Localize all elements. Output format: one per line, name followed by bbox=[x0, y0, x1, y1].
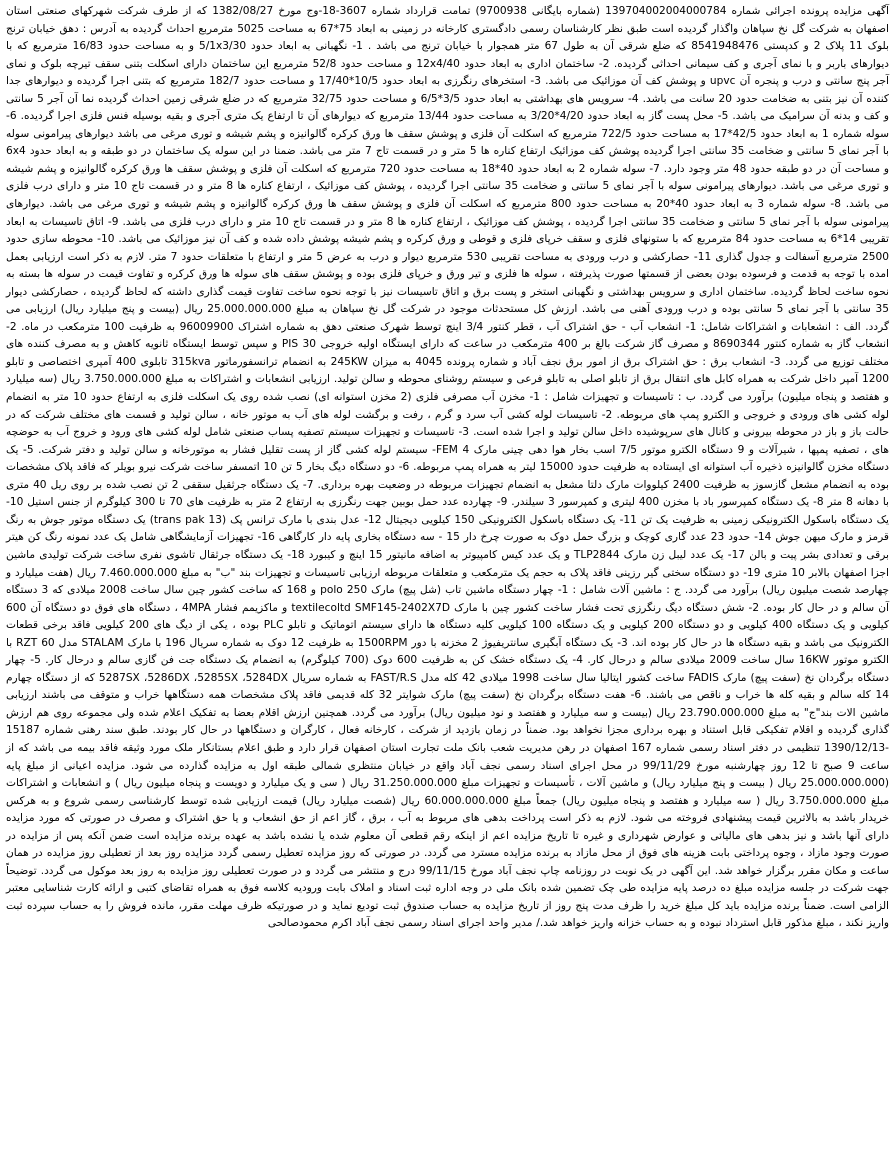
auction-notice-text: آگهی مزایده پرونده اجرائی شماره 139704002004000784 (شماره بایگانی 9700938) تمامت قرارداد شماره 3607-18-وج مورخ 1382/08/27 که از طرف شرکت شهرکهای صنعتی استان اصفهان به شرکت گل نخ سپاهان واگذار گردیده است طبق نظر کارشناسان رسمی دادگستری کارخانه در زمینی به ابعاد 75*67 به مساحت 5025 مترمربع احداث گردیده به آدرس : دهق خیابان ترنج بلوک 11 پلاک 2 و کدپستی 8541948476 که ضلع شرقی آن به طول 67 متر همجوار با خیابان ترنج می باشد . 1- نگهبانی به ابعاد حدود 5/1x3/30 و به مساحت حدود 16/83 مترمربع که با دیوارهای باربر و با نمای آجری و کف سیمانی احداثی گردیده. 2- ساختمان اداری به ابعاد حدود 12x4/40 و مساحت حدود 52/8 مترمربع این ساختمان دارای اسکلت بتنی سقف تیرچه بلوک و نمای آجر پنج سانتی و درب و پنجره آن upvc و پوشش کف آن موزائیک می باشد. 3- استخرهای رنگرزی به ابعاد حدود 10/5*17/40 و مساحت حدود 182/7 مترمربع که بتنی اجرا گردیده و دیوارهای جدا کننده آن نیز بتنی به ضخامت حدود 20 سانت می باشد. 4- سرویس های بهداشتی به ابعاد حدود 3/5*6/5 و مساحت حدود 32/75 مترمربع که در ضلع شرقی زمین احداث گردیده نما آن آجر 5 سانتی و کف و بدنه آن سرامیک می باشد. 5- محل پست گاز به ابعاد حدود 4/20*3/20 به مساحت حدود 13/44 مترمربع که دیوارهای آن تا ارتفاع یک متری آجری و بقیه بوسیله فنس فلزی اجرا گردیده. 6- سوله شماره 1 به ابعاد حدود 42/5*17 به مساحت حدود 722/5 مترمربع که اسکلت آن فلزی و پوشش سقف ها ورق کرکره گالوانیزه و پشم شیشه و توری مرغی می باشد دیوارهای پیرامونی سوله با آجر نمای 5 سانتی و ضخامت 35 سانتی اجرا گردیده پوشش کف موزائیک ارتفاع کناره ها 5 متر و در قسمت تاج 7 متر می باشد. ضمنا در این سوله یک ساختمان در دو طبقه و به ابعاد حدود 6x4 و مساحت آن در دو طبقه حدود 48 متر وجود دارد. 7- سوله شماره 2 به ابعاد حدود 40*18 به مساحت حدود 720 مترمربع که اسکلت آن فلزی و پوشش سقف ها ورق کرکره گالوانیزه و پشم شیشه و توری مرغی می باشد. دیوارهای پیرامونی سوله با آجر نمای 5 سانتی و ضخامت 35 سانتی اجرا گردیده ، پوشش کف موزائیک ، ارتفاع کناره ها 8 متر و در قسمت تاج 10 متر و دارای درب فلزی می باشد. 8- سوله شماره 3 به ابعاد حدود 40*20 به مساحت حدود 800 مترمربع که اسکلت آن فلزی و پوشش سقف ها ورق کرکره گالوانیزه و پشم شیشه و توری مرغی می باشد. دیوارهای پیرامونی سوله با آجر نمای 5 سانتی و ضخامت 35 سانتی اجرا گردیده ، پوشش کف موزائیک ، ارتفاع کناره ها 8 متر و در قسمت تاج 10 متر و دارای درب فلزی می باشد. 9- اتاق تاسیسات به ابعاد تقریبی 14*6 به مساحت حدود 84 مترمربع که با ستونهای فلزی و سقف خرپای فلزی و قوطی و ورق کرکره و پشم شیشه پوشش داده شده و کف آن نیز موزائیک می باشد. 10- محوطه سازی حدود 2500 مترمربع آسفالت و جدول گذاری 11- حصارکشی و درب ورودی به مساحت تقریبی 530 مترمربع دیوار و درب به عرض 5 متر و ارتفاع با متعلقات حدود 7 متر. لازم به ذکر است ارزیابی بعمل امده با توجه به قدمت و فرسوده بودن بعضی از قسمتها صورت پذیرفته ، سوله ها فلزی و تیر ورق و خرپای فلزی بوده و پوشش سقف های سوله ها ورق کرکره و تفاوت قیمت در سوله ها بسته به نحوه ساخت لحاظ گردیده. ساختمان اداری و سرویس بهداشتی و نگهبانی استخر و پست برق و اتاق تاسیسات نیز با توجه نحوه ساخت تفاوت قیمت گذاری داشته که لحاظ گردیده ، حصارکشی دیوار 35 سانتی با آجر نمای 5 سانتی بوده و درب ورودی آهنی می باشد. ارزش کل مستحدثات موجود در شرکت گل نخ سپاهان به مبلغ 25.000.000.000 ریال (بیست و پنج میلیارد ریال) ارزیابی می گردد. الف : انشعابات و اشتراکات شامل: 1- انشعاب آب - حق اشتراک آب ، قطر کنتور 3/4 اینچ توسط شهرک صنعتی دهق به شماره اشتراک 96009900 به ظرفیت 100 مترمکعب در ماه. 2- انشعاب گاز به شماره کنتور 8690344 و مصرف گاز شرکت بالغ بر 400 مترمکعب در ساعت که دارای ایستگاه اولیه خروجی PIS 30 و سپس توسط ایستگاه ثانویه کاهش و به مصرف کننده های مختلف توزیع می گردد. 3- انشعاب برق : حق اشتراک برق از امور برق نجف آباد و شماره پرونده 4045 به میزان 245KW به انضمام ترانسفورماتور 315kva تابلوی 400 آمپری اختصاصی و تابلو 1200 آمپر داخل شرکت به همراه کابل های انتقال برق از تابلو اصلی به تابلو فرعی و سیستم روشنای محوطه و سالن تولید. ارزیابی انشعابات و اشتراکات به مبلغ 3.750.000.000 ریال (سه میلیارد و هفتصد و پنجاه میلیون) برآورد می گردد. ب : تاسیسات و تجهیزات شامل : 1- مخزن آب مصرفی فلزی (2 مخزن استوانه ای) نصب شده روی یک اسکلت فلزی به ارتفاع حدود 10 متر به انضمام لوله کشی های ورودی و خروجی و الکترو پمپ های مربوطه. 2- تاسیسات لوله کشی آب سرد و گرم ، رفت و برگشت لوله های آب به موتور خانه ، سالن تولید و قسمت های مختلف شرکت که در حالت باز و باز در محوطه بیرونی و کانال های سرپوشیده داخل سالن تولید و اجرا شده است. 3- تاسیسات و تجهیزات سیستم تصفیه پساب صنعتی شامل لوله کشی های ورود و خروج آب به حوضچه های ، تصفیه پمپها ، شیرآلات و 9 دستگاه الکترو موتور 7/5 اسب بخار هوا دهی چینی مارک FEM 4- سیستم لوله کشی گاز از پست تقلیل فشار به موتورخانه و سالن تولید و دفتر شرکت. 5- یک دستگاه مخزن گالوانیزه ذخیره آب استوانه ای ایستاده به ظرفیت حدود 15000 لیتر به همراه پمپ مربوطه. 6- دو دستگاه دیگ بخار 5 تن 10 اتمسفر ساخت شرکت نیرو بویلر که فاقد پلاک مشخصات بوده به انضمام مشعل گازسوز به ظرفیت 2400 کیلووات مارک دلتا مشعل به انضمام تجهیزات مربوطه در وضعیت بهره برداری. 7- یک دستگاه جرثقیل سقفی 2 تن نصب شده بر روی ریل 40 متری با دهانه 8 متر 8- یک دستگاه کمپرسور باد با مخزن 400 لیتری و کمپرسور 3 سیلندر. 9- چهارده عدد حمل بوبین جهت رنگرزی به ارتفاع 2 متر به ظرفیت های 70 تا 300 کیلوگرم از جنس استیل 10- یک دستگاه باسکول الکترونیکی زمینی به ظرفیت یک تن 11- یک دستگاه باسکول الکترونیکی 150 کیلویی دیجیتال 12- عدل بندی با مارک ترانس پک (trans pak 13) یک دستگاه موتور جوش به رنگ قرمز و مارک میهن جوش 14- حدود 23 عدد گاری کوچک و بزرگ حمل دوک به صورت چرخ دار 15 - سه دستگاه بخاری پایه دار کارگاهی 16- تجهیزات آزمایشگاهی شامل یک عدد نمونه رنگ کن هیتر برقی و تعدادی بشر پیت و بالن 17- یک عدد لیبل زن مارک TLP2844 و یک عدد کیس کامپیوتر به اضافه مانیتور 15 اینچ و کیبورد 18- یک دستگاه جرثقال تاشوی نفری ساخت شرکت تولیدی ماشین اجزا اصفهان بالابر 10 متری 19- دو دستگاه سختی گیر رزینی فاقد پلاک به حجم یک مترمکعب و متعلقات مربوطه ارزیابی تاسیسات و تجهیزات بند "ب" به مبلغ 7.460.000.000 ریال (هفت میلیارد و چهارصد شصت میلیون ریال) برآورد می گردد. ج : ماشین آلات شامل : 1- چهار دستگاه ماشین تاب (شل پیچ) مارک polo 250 و 168 که ساخت کشور چین سال ساخت 2008 میلادی که 3 دستگاه آن سالم و در حال کار بوده. 2- شش دستگاه دیگ رنگرزی تحت فشار ساخت کشور چین با مارک textilecoltd SMF145-2402X7D و ماکزیمم فشار 4MPA ، دستگاه های فوق دو دستگاه آن 600 کیلویی و یک دستگاه 400 کیلویی و دو دستگاه 200 کیلویی و یک دستگاه 100 کیلویی کلیه دستگاه ها دارای سیستم اتوماتیک و تابلو PLC بوده ، یکی از دیگ های 200 کیلویی فاقد برخی قطعات الکترونیک می باشد و بقیه دستگاه ها در حال کار بوده اند. 3- یک دستگاه آبگیری سانتریفیوژ 2 مخزنه با دور 1500RPM به ظرفیت 12 دوک به شماره سریال 196 با مارک STALAM مدل RZT 60 با الکترو موتور 16KW سال ساخت 2009 میلادی سالم و درحال کار. 4- یک دستگاه خشک کن به ظرفیت 600 دوک (700 کیلوگرم) به انضمام یک دستگاه جت فن گازی سالم و درحال کار. 5- چهار دستگاه برگردان نخ (سفت پیچ) مارک FADIS ساخت کشور ایتالیا سال ساخت 1998 میلادی 42 کله مدل FAST/R.S به شماره سریال 5287SX ،5286DX ،5285SX ،5284DX که از دستگاه چهارم 14 کله سالم و بقیه کله ها خراب و ناقص می باشند. 6- هفت دستگاه برگردان نخ (سفت پیچ) مارک شوایتر 32 کله قدیمی فاقد پلاک مشخصات همه دستگاهها خراب و متوقف می باشند ارزیابی ماشین الات بند"ج" به مبلغ 23.790.000.000 ریال (بیست و سه میلیارد و هفتصد و نود میلیون ریال) برآورد می گردد. همچنین ارزش اقلام بعضا به تفکیک اعلام شده ولی مجموعه روی هم ارزش گذاری گردیده و اقلام تفکیکی قابل استناد و بهره برداری مجزا نخواهد بود. ضمناً در زمان بازدید از شرکت ، کارخانه فعال ، کارگران و دستگاهها در حال کار بودند. طبق سند رهنی شماره 15187 -1390/12/13 تنظیمی در دفتر اسناد رسمی شماره 167 اصفهان در رهن مدیریت شعب بانک ملت تجارت استان اصفهان قرار دارد و طبق اعلام بستانکار ملک مورد وثیقه فاقد بیمه می باشد که از ساعت 9 صبح تا 12 روز چهارشنبه مورخ 99/11/29 در محل اجرای اسناد رسمی نجف آباد واقع در خیابان منتظری شمالی طبقه اول به مزایده گذارده می شود. مزایده اعیانی از مبلغ پایه (25.000.000.000 ریال ( بیست و پنج میلیارد ریال) و ماشین آلات ، تأسیسات و تجهیزات مبلغ 31.250.000.000 ریال ( سی و یک میلیارد و دویست و پنجاه میلیون ریال ) و انشعابات و اشتراکات مبلغ 3.750.000.000 ریال ( سه میلیارد و هفتصد و پنجاه میلیون ریال) جمعاً مبلغ 60.000.000.000 ریال (شصت میلیارد ریال) قیمت ارزیابی شده توسط کارشناسی رسمی شروع و به هرکس خریدار باشد به بالاترین قیمت پیشنهادی فروخته می شود. لازم به ذکر است پرداخت بدهی های مربوط به آب ، برق ، گاز اعم از حق انشعاب و یا حق اشتراک و مصرف در صورتی که مورد مزایده دارای آنها باشد و نیز بدهی های مالیاتی و عوارض شهرداری و غیره تا تاریخ مزایده اعم از اینکه رقم قطعی آن معلوم شده یا نشده باشد به عهده برنده مزایده است ضمن آنکه پس از مزایده در صورت وجود مازاد ، وجوه پرداختی بابت هزینه های فوق از محل مازاد به برنده مزایده مسترد می گردد. در صورتی که روز مزایده تعطیل رسمی گردد مزایده روز بعد از تعطیلی روز مزایده در همان ساعت و مکان مقرر برگزار خواهد شد. این آگهی در یک نوبت در روزنامه چاپ نجف آباد مورخ 99/11/15 درج و منتشر می گردد و در صورت تعطیلی روز مزایده به روز بعد موکول می گردد. توضیحاً جهت شرکت در جلسه مزایده مبلغ ده درصد پایه مزایده طی چک تضمین شده بانک ملی در وجه اداره ثبت اسناد و املاک بابت ورودیه کلاسه فوق به همراه تقاضای کتبی و ارائه کارت شناسایی معتبر الزامی است. ضمناً برنده مزایده باید کل مبلغ خرید را ظرف مدت پنج روز از تاریخ مزایده به حساب صندوق ثبت تودیع نماید و در صورتیکه ظرف مهلت مقرر، مانده فروش را به حساب سپرده ثبت واریز نکند ، مبلغ مذکور قابل استرداد نبوده و به حساب خزانه واریز خواهد شد./ مدیر واحد اجرای اسناد رسمی نجف آباد اکرم محمودصالحی bbox=[6, 5, 890, 930]
